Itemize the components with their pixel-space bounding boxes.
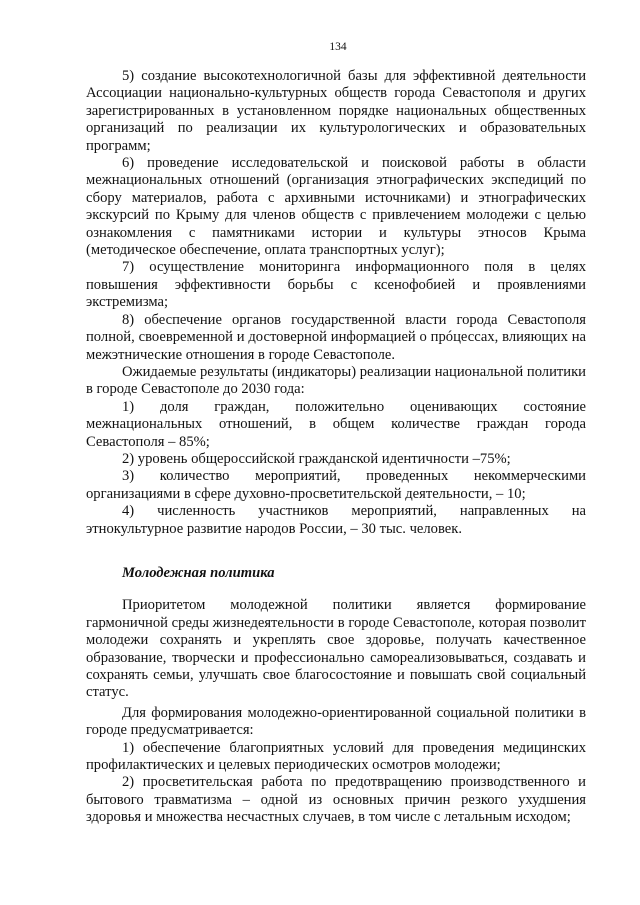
expected-results-intro: Ожидаемые результаты (индикаторы) реализации национальной политики в городе Севастополе до 2030 года: [86,363,586,398]
youth-measure-2: 2) просветительская работа по предотвращению производственного и бытового травматизма – одной из основных причин резкого ухудшения здоровья и множества несчастных случаев, в том числе с летальным исходом; [86,774,586,826]
section-heading: Молодежная политика [122,564,275,581]
youth-policy-priority: Приоритетом молодежной политики является формирование гармоничной среды жизнедеятельности в городе Севастополе, которая позволит молодежи сохранять и укреплять свое здоровье, получать качественное образование, творчески и профессионально самореализовываться, создавать и сохранять семьи, улучшать свое благосостояние и повышать свой социальный статус. [86,597,586,701]
list-item-8: 8) обеспечение органов государственной власти города Севастополя полной, своевременной и достоверной информацией о прóцессах, влияющих на межэтнические отношения в городе Севастополе. [86,311,586,363]
indicator-4: 4) численность участников мероприятий, направленных на этнокультурное развитие народов России, – 30 тыс. человек. [86,503,586,537]
list-item-5: 5) создание высокотехнологичной базы для эффективной деятельности Ассоциации национально-культурных обществ города Севастополя и других зарегистрированных в установленном порядке национальных общественных организаций по реализации их культурологических и образовательных программ; [86,68,586,154]
indicator-1: 1) доля граждан, положительно оценивающих состояние межнациональных отношений, в общем количестве граждан города Севастополя – 85%; [86,398,586,450]
indicator-3: 3) количество мероприятий, проведенных некоммерческими организациями в сфере духовно-просветительской деятельности, – 10; [86,468,586,502]
list-item-7: 7) осуществление мониторинга информационного поля в целях повышения эффективности борьбы с ксенофобией и проявлениями экстремизма; [86,259,586,311]
youth-measure-1: 1) обеспечение благоприятных условий для проведения медицинских профилактических и целевых периодических осмотров молодежи; [86,739,586,774]
page-number: 134 [329,41,347,53]
list-item-6: 6) проведение исследовательской и поисковой работы в области межнациональных отношений (организация этнографических экспедиций по сбору материалов, работа с архивными источниками) и этнографических экскурсий по Крыму для членов обществ с привлечением молодежи с целью ознакомления с памятниками истории и культуры этносов Крыма (методическое обеспечение, оплата транспортных услуг); [86,155,586,259]
document-body [86,68,586,827]
youth-policy-intro: Для формирования молодежно-ориентированной социальной политики в городе предусматривается: [86,704,586,739]
indicator-2: 2) уровень общероссийской гражданской идентичности –75%; [122,450,511,467]
